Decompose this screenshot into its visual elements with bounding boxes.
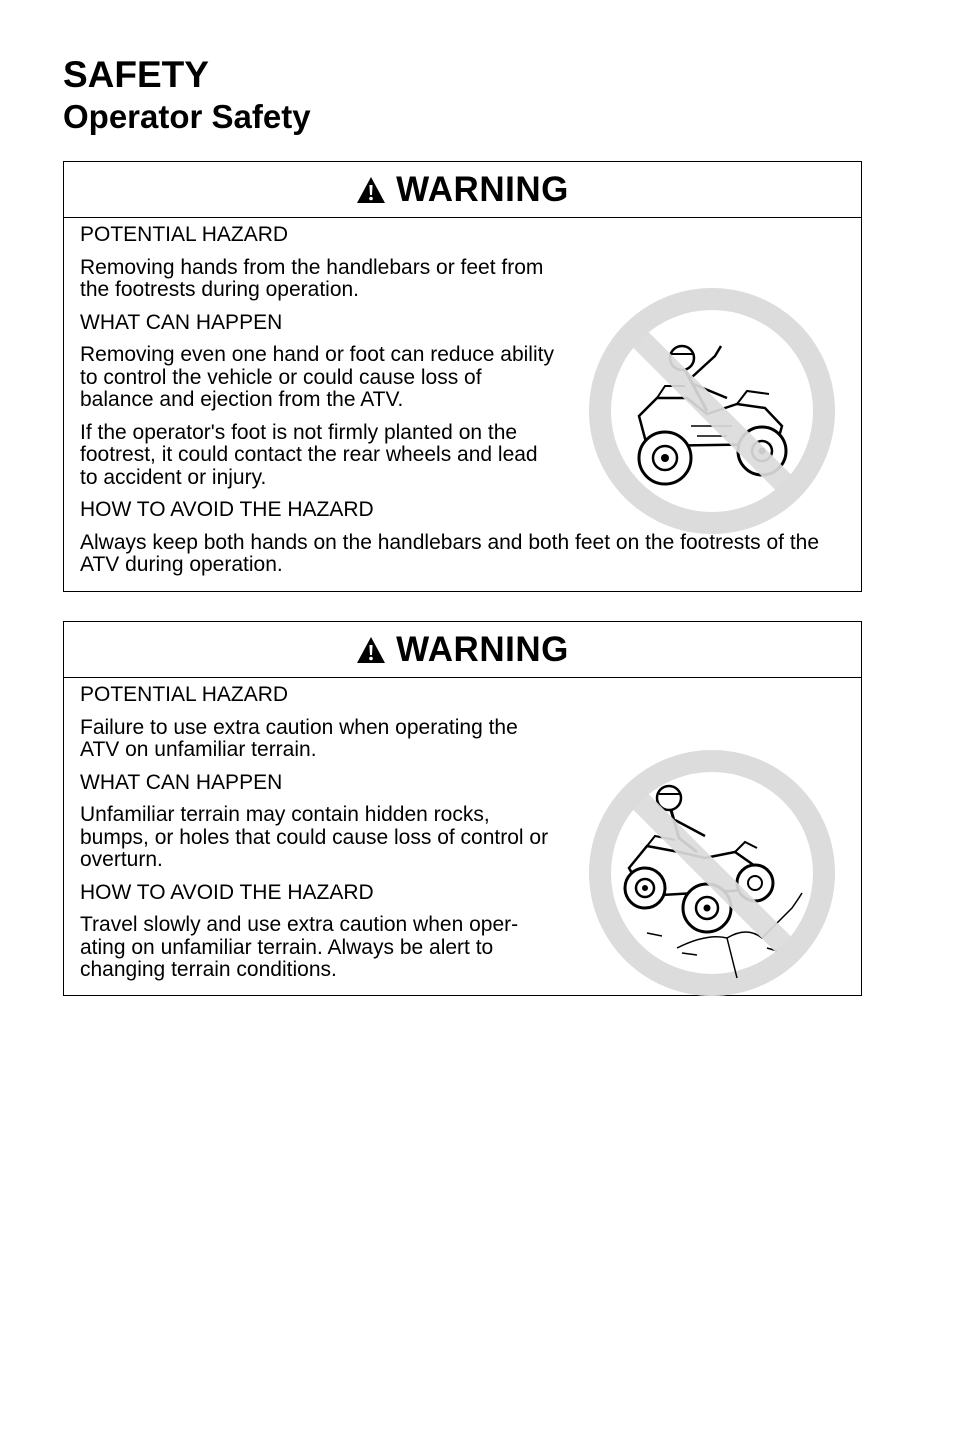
how-to-avoid-text: Travel slowly and use extra caution when oper-ating on unfamiliar terrain. Always be alert to changing terrain conditions. (80, 913, 519, 981)
how-to-avoid-text: Always keep both hands on the handlebars and both feet on the footrests of the ATV during operation. (80, 530, 820, 576)
potential-hazard-label: POTENTIAL HAZARD (80, 683, 289, 706)
page-title: SAFETY (63, 54, 209, 95)
warning-title: WARNING (396, 169, 569, 209)
what-can-happen-text: Unfamiliar terrain may contain hidden rocks, bumps, or holes that could cause loss of control or overturn. (80, 803, 549, 871)
no-atv-on-rough-terrain-illustration (587, 748, 837, 998)
warning-header (64, 622, 861, 678)
how-to-avoid-label: HOW TO AVOID THE HAZARD (80, 880, 374, 904)
warning-triangle-icon (356, 636, 386, 664)
potential-hazard-label: POTENTIAL HAZARD (80, 223, 289, 246)
warning-box-hands-feet (63, 161, 862, 592)
what-can-happen-label: WHAT CAN HAPPEN (80, 770, 283, 794)
potential-hazard-text: Removing hands from the handlebars or feet from the footrests during operation. (80, 255, 544, 301)
what-can-happen-label: WHAT CAN HAPPEN (80, 310, 283, 334)
what-can-happen-text: If the operator's foot is not firmly planted on the footrest, it could contact the rear wheels and lead to accident or injury. (80, 420, 538, 489)
how-to-avoid-label: HOW TO AVOID THE HAZARD (80, 498, 374, 521)
no-hands-off-atv-illustration (587, 286, 837, 536)
warning-body (64, 218, 861, 577)
warning-body (64, 678, 861, 982)
what-can-happen-text: Removing even one hand or foot can reduce ability to control the vehicle or could cause loss of balance and ejection from the ATV. (80, 343, 554, 411)
section-subtitle: Operator Safety (63, 98, 311, 135)
warning-title: WARNING (396, 629, 569, 669)
warning-triangle-icon (356, 176, 386, 204)
warning-box-unfamiliar-terrain (63, 621, 862, 996)
warning-header (64, 162, 861, 218)
potential-hazard-text: Failure to use extra caution when operating the ATV on unfamiliar terrain. (80, 715, 518, 761)
